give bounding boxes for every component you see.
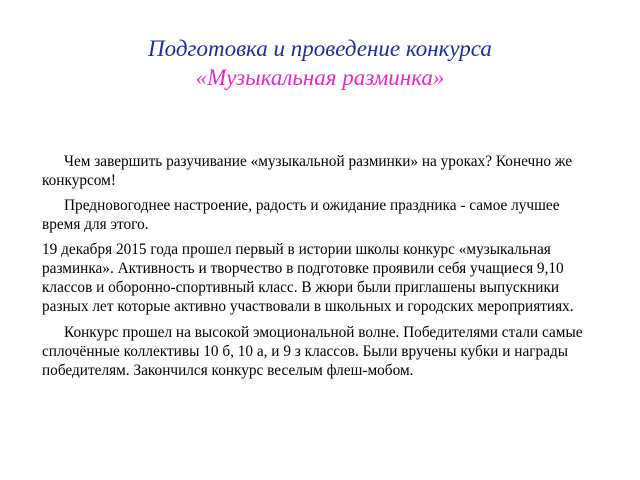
paragraph-mood: Предновогоднее настроение, радость и ожидание праздника - самое лучшее время для этого.	[42, 197, 560, 233]
slide-body	[42, 152, 600, 386]
paragraph-results: Конкурс прошел на высокой эмоциональной волне. Победителями стали самые сплочённые коллективы 10 б, 10 а, и 9 з классов. Были вручены кубки и награды победителям. Закончился конкурс веселым флеш-мобом.	[42, 324, 583, 379]
slide-title-line-2: «Музыкальная разминка»	[195, 65, 445, 90]
slide-title-line-1: Подготовка и проведение конкурса	[148, 36, 492, 61]
slide-title	[0, 34, 640, 92]
paragraph-intro: Чем завершить разучивание «музыкальной разминки» на уроках? Конечно же конкурсом!	[42, 153, 573, 189]
paragraph-event: 19 декабря 2015 года прошел первый в истории школы конкурс «музыкальная разминка». Активность и творчество в подготовке проявили себя учащиеся 9,10 классов и оборонно-спортивный класс. В жюри были приглашены выпускники разных лет которые активно участвовали в школьных и городских мероприятиях.	[42, 241, 574, 315]
